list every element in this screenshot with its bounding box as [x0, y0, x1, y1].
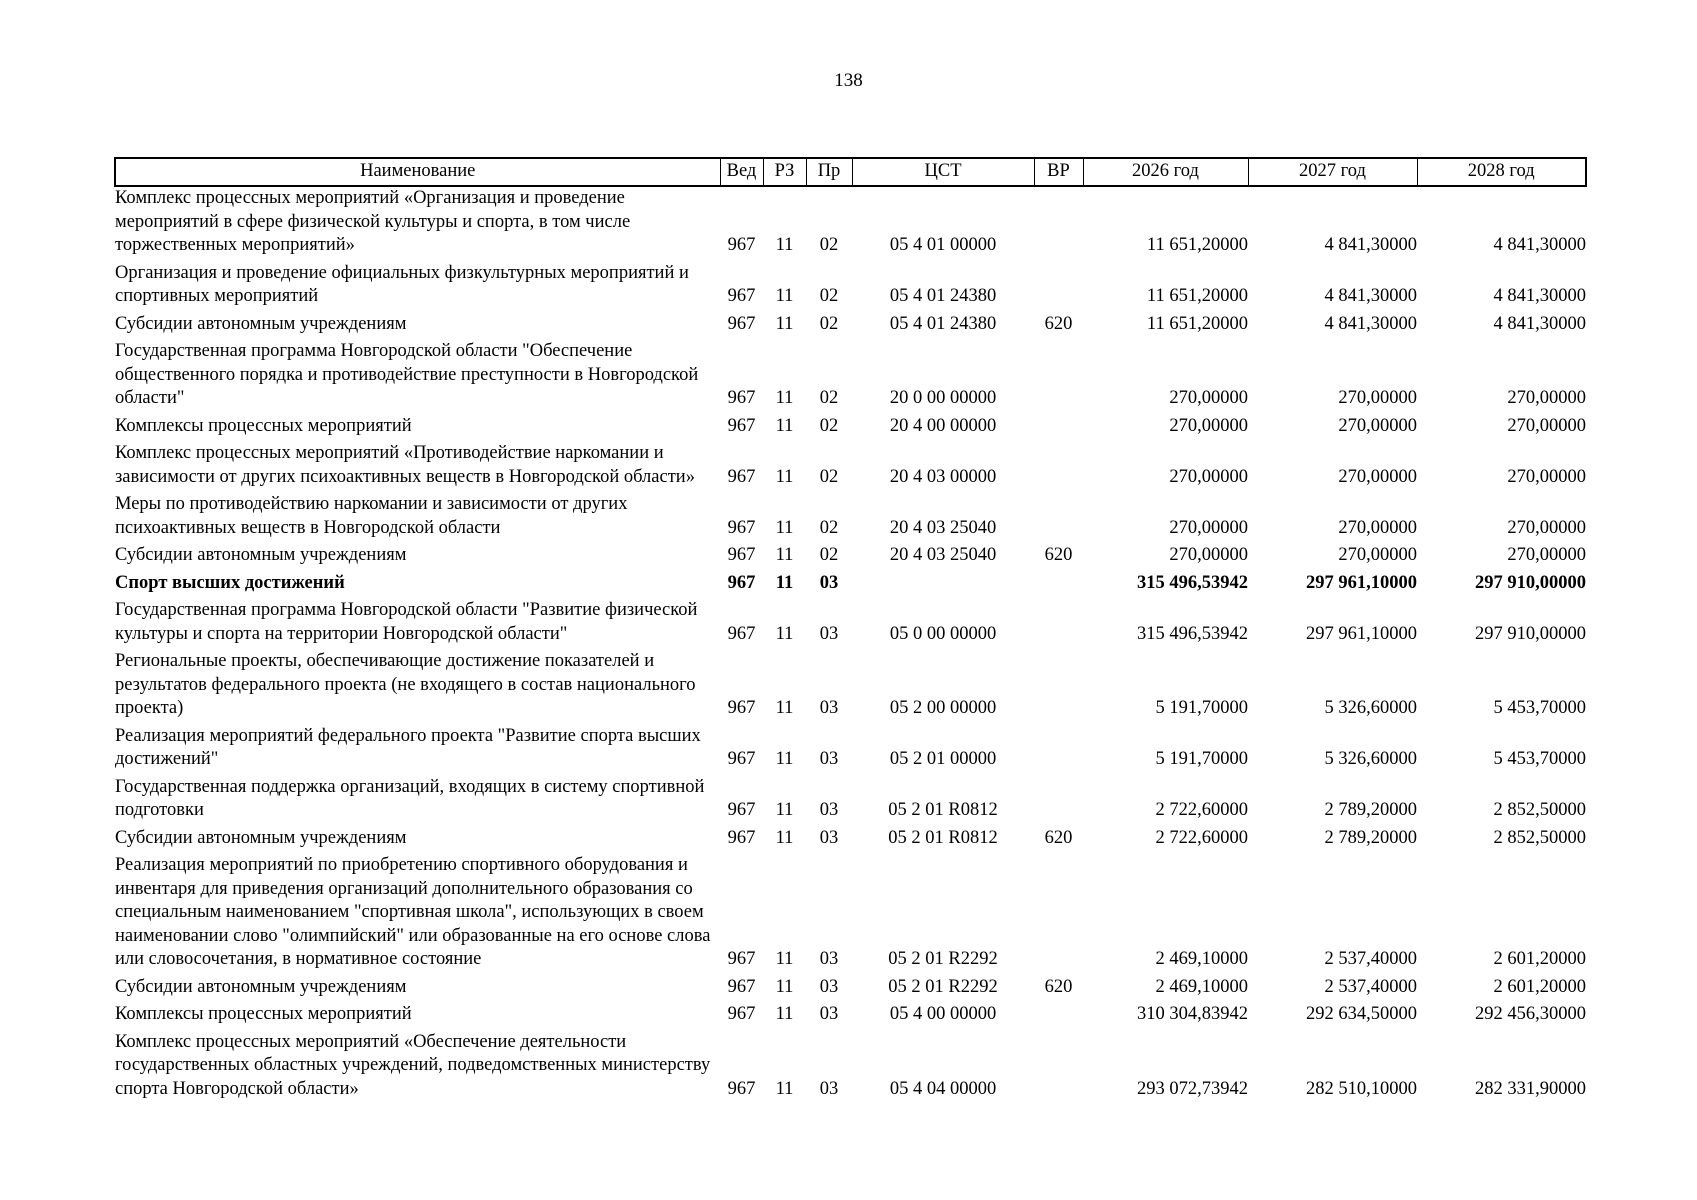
row-amount-2028: 5 453,70000: [1493, 698, 1586, 718]
row-vr: [1034, 186, 1083, 262]
row-vr: [1034, 725, 1083, 776]
row-ved: 967: [727, 1078, 756, 1099]
page-number: 138: [834, 70, 863, 91]
row-pr: 03: [819, 800, 839, 820]
row-name: Комплексы процессных мероприятий: [115, 415, 412, 436]
table-row: [115, 442, 1586, 493]
table-row: [115, 1031, 1586, 1106]
row-ved: 967: [727, 545, 756, 565]
row-ved: 967: [727, 388, 756, 408]
row-amount-2028: 4 841,30000: [1493, 313, 1586, 334]
row-name: Меры по противодействию наркомании и зависимости от других психоактивных веществ в Новгородской области: [115, 494, 628, 538]
row-cst: 05 4 00 00000: [889, 1004, 997, 1024]
row-pr: 02: [819, 415, 839, 436]
row-amount-2027: 5 326,60000: [1324, 749, 1417, 769]
row-vr: 620: [1044, 976, 1073, 997]
row-ved: 967: [727, 623, 756, 644]
header-name: Наименование: [115, 158, 720, 186]
table-row: [115, 572, 1586, 600]
row-amount-2028: 2 601,20000: [1493, 976, 1586, 997]
row-name: Субсидии автономным учреждениям: [115, 545, 407, 565]
header-vr: ВР: [1034, 158, 1083, 186]
row-cst: 05 2 00 00000: [889, 698, 997, 718]
row-cst: 05 2 01 R0812: [888, 800, 998, 820]
row-ved: 967: [727, 235, 756, 255]
row-rz: 11: [775, 800, 794, 820]
row-amount-2027: 5 326,60000: [1324, 698, 1417, 718]
row-rz: 11: [775, 1078, 794, 1099]
row-amount-2028: 4 841,30000: [1493, 235, 1586, 255]
row-name: Государственная поддержка организаций, входящих в систему спортивной подготовки: [115, 776, 705, 820]
row-pr: 03: [819, 698, 839, 718]
row-cst: 20 4 00 00000: [889, 415, 997, 436]
row-cst: 05 2 01 R0812: [888, 827, 998, 848]
row-pr: 03: [819, 623, 839, 644]
row-rz: 11: [775, 698, 794, 718]
row-name: Субсидии автономным учреждениям: [115, 976, 407, 997]
row-cst: 05 2 01 R2292: [888, 976, 998, 997]
row-vr: [1034, 493, 1083, 544]
table-body: [115, 186, 1586, 1105]
row-rz: 11: [775, 572, 794, 593]
row-ved: 967: [727, 698, 756, 718]
row-vr: [1034, 415, 1083, 443]
row-pr: 03: [819, 976, 839, 997]
row-amount-2026: 11 651,20000: [1146, 235, 1248, 255]
row-name: Субсидии автономным учреждениям: [115, 827, 407, 848]
row-vr: [1034, 572, 1083, 600]
row-name: Комплекс процессных мероприятий «Организация и проведение мероприятий в сфере физической культуры и спорта, в том числе торжественных мероприятий»: [115, 188, 631, 255]
row-ved: 967: [727, 415, 756, 436]
row-amount-2027: 270,00000: [1338, 388, 1417, 408]
row-amount-2026: 270,00000: [1169, 545, 1248, 565]
table-row: [115, 827, 1586, 855]
row-rz: 11: [775, 1004, 794, 1024]
row-vr: [1034, 262, 1083, 313]
row-amount-2028: 2 852,50000: [1493, 827, 1586, 848]
header-row: [115, 158, 1586, 186]
row-rz: 11: [775, 517, 794, 538]
row-vr: 620: [1044, 827, 1073, 848]
table-row: [115, 854, 1586, 976]
row-amount-2026: 315 496,53942: [1137, 623, 1248, 644]
header-2028: 2028 год: [1417, 158, 1586, 186]
row-amount-2028: 5 453,70000: [1493, 749, 1586, 769]
row-rz: 11: [775, 749, 794, 769]
row-rz: 11: [775, 388, 794, 408]
table-row: [115, 415, 1586, 443]
row-amount-2026: 270,00000: [1169, 388, 1248, 408]
row-name: Региональные проекты, обеспечивающие достижение показателей и результатов федерального проекта (не входящего в состав национального проекта): [115, 651, 696, 718]
row-amount-2026: 2 722,60000: [1155, 800, 1248, 820]
row-name: Комплекс процессных мероприятий «Противодействие наркомании и зависимости от других психоактивных веществ в Новгородской области»: [115, 443, 695, 487]
row-vr: [1034, 776, 1083, 827]
row-ved: 967: [727, 466, 756, 487]
table-row: [115, 313, 1586, 341]
row-rz: 11: [775, 827, 794, 848]
row-ved: 967: [727, 286, 756, 306]
table-row: [115, 186, 1586, 262]
row-cst: 05 2 01 R2292: [888, 949, 998, 969]
table-row: [115, 1003, 1586, 1031]
row-amount-2027: 2 789,20000: [1324, 827, 1417, 848]
row-ved: 967: [727, 1004, 756, 1024]
row-pr: 02: [819, 286, 839, 306]
row-amount-2027: 2 789,20000: [1324, 800, 1417, 820]
row-name: Государственная программа Новгородской области "Развитие физической культуры и спорта на территории Новгородской области": [115, 600, 698, 644]
row-name: Реализация мероприятий по приобретению спортивного оборудования и инвентаря для приведения организаций дополнительного образования со специальным наименованием "спортивная школа", использующих в своем наименовании слово "олимпийский" или образованные на его основе слова или словосочетания, в нормативное состояние: [115, 855, 711, 969]
row-amount-2026: 2 469,10000: [1155, 949, 1248, 969]
row-vr: [1034, 340, 1083, 415]
row-amount-2027: 270,00000: [1338, 466, 1417, 487]
row-amount-2027: 297 961,10000: [1306, 572, 1417, 593]
row-rz: 11: [775, 415, 794, 436]
row-vr: [1034, 442, 1083, 493]
row-name: Организация и проведение официальных физкультурных мероприятий и спортивных мероприятий: [115, 262, 689, 306]
row-amount-2026: 293 072,73942: [1137, 1078, 1248, 1099]
row-name: Комплекс процессных мероприятий «Обеспечение деятельности государственных областных учреждений, подведомственных министерству спорта Новгородской области»: [115, 1031, 711, 1099]
row-vr: 620: [1044, 545, 1073, 565]
row-cst: 05 4 01 24380: [889, 313, 997, 334]
header-ved: Вед: [720, 158, 763, 186]
row-amount-2027: 270,00000: [1338, 415, 1417, 436]
row-amount-2028: 292 456,30000: [1475, 1004, 1586, 1024]
row-amount-2028: 282 331,90000: [1475, 1078, 1586, 1099]
row-rz: 11: [775, 545, 794, 565]
row-cst: 20 4 03 25040: [889, 545, 997, 565]
table-row: [115, 544, 1586, 572]
row-amount-2027: 2 537,40000: [1324, 949, 1417, 969]
row-cst: 05 4 01 24380: [889, 286, 997, 306]
row-vr: [1034, 1031, 1083, 1106]
row-amount-2028: 270,00000: [1507, 466, 1586, 487]
row-name: Комплексы процессных мероприятий: [115, 1004, 412, 1024]
row-rz: 11: [775, 313, 794, 334]
row-rz: 11: [775, 976, 794, 997]
table-header: [115, 158, 1586, 186]
row-ved: 967: [727, 517, 756, 538]
row-cst: 20 4 03 25040: [889, 517, 997, 538]
row-amount-2027: 297 961,10000: [1306, 623, 1417, 644]
row-pr: 03: [819, 749, 839, 769]
table-row: [115, 776, 1586, 827]
row-name: Государственная программа Новгородской области "Обеспечение общественного порядка и противодействие преступности в Новгородской области": [115, 341, 699, 408]
table-row: [115, 599, 1586, 650]
row-ved: 967: [727, 976, 756, 997]
row-amount-2028: 270,00000: [1507, 545, 1586, 565]
row-pr: 02: [819, 235, 839, 255]
row-vr: [1034, 650, 1083, 725]
row-amount-2028: 4 841,30000: [1493, 286, 1586, 306]
row-amount-2026: 11 651,20000: [1146, 286, 1248, 306]
row-pr: 02: [819, 545, 839, 565]
row-amount-2026: 270,00000: [1169, 466, 1248, 487]
row-amount-2026: 315 496,53942: [1137, 572, 1248, 593]
row-amount-2028: 297 910,00000: [1475, 623, 1586, 644]
row-pr: 02: [819, 466, 839, 487]
header-pr: Пр: [806, 158, 852, 186]
row-amount-2026: 2 722,60000: [1155, 827, 1248, 848]
row-amount-2028: 2 601,20000: [1493, 949, 1586, 969]
row-vr: [1034, 599, 1083, 650]
row-amount-2028: 2 852,50000: [1493, 800, 1586, 820]
table-row: [115, 650, 1586, 725]
row-amount-2027: 292 634,50000: [1306, 1004, 1417, 1024]
row-vr: [1034, 1003, 1083, 1031]
header-2027: 2027 год: [1248, 158, 1417, 186]
row-rz: 11: [775, 286, 794, 306]
table-row: [115, 493, 1586, 544]
row-rz: 11: [775, 623, 794, 644]
row-pr: 03: [819, 1078, 839, 1099]
row-amount-2027: 4 841,30000: [1324, 235, 1417, 255]
row-pr: 02: [819, 517, 839, 538]
row-name: Спорт высших достижений: [115, 572, 345, 593]
row-amount-2027: 270,00000: [1338, 517, 1417, 538]
row-amount-2027: 2 537,40000: [1324, 976, 1417, 997]
table-row: [115, 340, 1586, 415]
row-amount-2026: 270,00000: [1169, 517, 1248, 538]
row-amount-2026: 270,00000: [1169, 415, 1248, 436]
row-amount-2027: 270,00000: [1338, 545, 1417, 565]
row-vr: [1034, 854, 1083, 976]
row-rz: 11: [775, 949, 794, 969]
row-amount-2026: 310 304,83942: [1137, 1004, 1248, 1024]
row-amount-2027: 4 841,30000: [1324, 313, 1417, 334]
row-ved: 967: [727, 949, 756, 969]
row-cst: [852, 572, 1034, 600]
row-rz: 11: [775, 235, 794, 255]
row-cst: 05 4 04 00000: [889, 1078, 997, 1099]
row-amount-2028: 297 910,00000: [1475, 572, 1586, 593]
row-cst: 05 2 01 00000: [889, 749, 997, 769]
row-name: Субсидии автономным учреждениям: [115, 313, 407, 334]
row-pr: 02: [819, 388, 839, 408]
row-amount-2027: 4 841,30000: [1324, 286, 1417, 306]
row-amount-2026: 11 651,20000: [1146, 313, 1248, 334]
row-name: Реализация мероприятий федерального проекта "Развитие спорта высших достижений": [115, 725, 701, 769]
row-amount-2026: 5 191,70000: [1155, 698, 1248, 718]
row-cst: 05 0 00 00000: [889, 623, 997, 644]
row-amount-2027: 282 510,10000: [1306, 1078, 1417, 1099]
row-pr: 03: [819, 949, 839, 969]
row-pr: 03: [819, 827, 839, 848]
row-pr: 03: [819, 572, 839, 593]
row-ved: 967: [727, 827, 756, 848]
row-amount-2028: 270,00000: [1507, 388, 1586, 408]
header-cst: ЦСТ: [852, 158, 1034, 186]
row-amount-2026: 5 191,70000: [1155, 749, 1248, 769]
row-pr: 02: [819, 313, 839, 334]
row-amount-2028: 270,00000: [1507, 517, 1586, 538]
row-amount-2026: 2 469,10000: [1155, 976, 1248, 997]
row-ved: 967: [727, 313, 756, 334]
header-rz: РЗ: [763, 158, 806, 186]
table-row: [115, 725, 1586, 776]
row-ved: 967: [727, 800, 756, 820]
row-cst: 05 4 01 00000: [889, 235, 997, 255]
budget-table: [114, 157, 1587, 1105]
table-row: [115, 262, 1586, 313]
row-pr: 03: [819, 1004, 839, 1024]
row-ved: 967: [727, 749, 756, 769]
row-rz: 11: [775, 466, 794, 487]
row-ved: 967: [727, 572, 756, 593]
row-cst: 20 4 03 00000: [889, 466, 997, 487]
row-cst: 20 0 00 00000: [889, 388, 997, 408]
header-2026: 2026 год: [1083, 158, 1248, 186]
row-vr: 620: [1044, 313, 1073, 334]
row-amount-2028: 270,00000: [1507, 415, 1586, 436]
table-row: [115, 976, 1586, 1004]
